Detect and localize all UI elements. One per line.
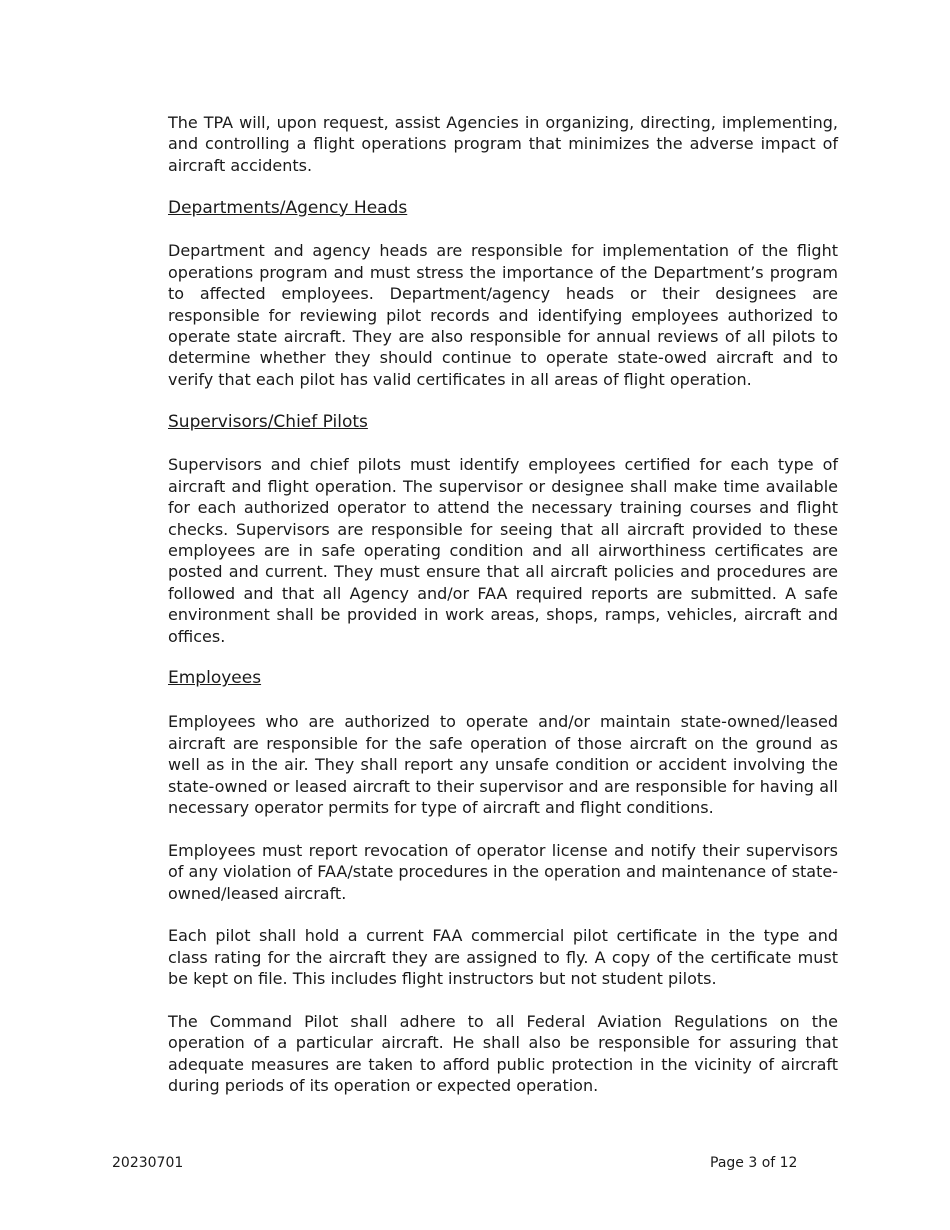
document-body [168, 112, 838, 1118]
agency-heads-paragraph: Department and agency heads are responsible for implementation of the flight operations program and must stress the importance of the Department’s program to affected employees. Department/agency heads or their designees are responsible for reviewing pilot records and identifying employees authorized to operate state aircraft. They are also responsible for annual reviews of all pilots to determine whether they should continue to operate state-owed aircraft and to verify that each pilot has valid certificates in all areas of flight operation. [168, 241, 838, 389]
intro-paragraph: The TPA will, upon request, assist Agencies in organizing, directing, implementing, and controlling a flight operations program that minimizes the adverse impact of aircraft accidents. [168, 113, 838, 175]
employees-paragraph-2: Employees must report revocation of operator license and notify their supervisors of any violation of FAA/state procedures in the operation and maintenance of state-owned/leased aircraft. [168, 840, 838, 903]
employees-paragraph-1: Employees who are authorized to operate and/or maintain state-owned/leased aircraft are responsible for the safe operation of those aircraft on the ground as well as in the air. They shall report any unsafe condition or accident involving the state-owned or leased aircraft to their supervisor and are responsible for having all necessary operator permits for type of aircraft and flight conditions. [168, 712, 838, 817]
section-heading-supervisors: Supervisors/Chief Pilots [168, 411, 368, 432]
employees-paragraph-3: Each pilot shall hold a current FAA commercial pilot certificate in the type and class rating for the aircraft they are assigned to fly. A copy of the certificate must be kept on file. This includes flight instructors but not student pilots. [168, 926, 838, 989]
section-heading-agency-heads: Departments/Agency Heads [168, 197, 408, 218]
supervisors-paragraph: Supervisors and chief pilots must identify employees certified for each type of aircraft and flight operation. The supervisor or designee shall make time available for each authorized operator to attend the necessary training courses and flight checks. Supervisors are responsible for seeing that all aircraft provided to these employees are in safe operating condition and all airworthiness certificates are posted and current. They must ensure that all aircraft policies and procedures are followed and that all Agency and/or FAA required reports are submitted. A safe environment shall be provided in work areas, shops, ramps, vehicles, aircraft and offices. [168, 455, 838, 646]
footer-doc-id: 20230701 [112, 1155, 184, 1171]
employees-paragraph-4: The Command Pilot shall adhere to all Federal Aviation Regulations on the operation of a particular aircraft. He shall also be responsible for assuring that adequate measures are taken to afford public protection in the vicinity of aircraft during periods of its operation or expected operation. [168, 1011, 838, 1096]
section-heading-employees: Employees [168, 668, 262, 689]
footer-page-number: Page 3 of 12 [710, 1155, 798, 1171]
